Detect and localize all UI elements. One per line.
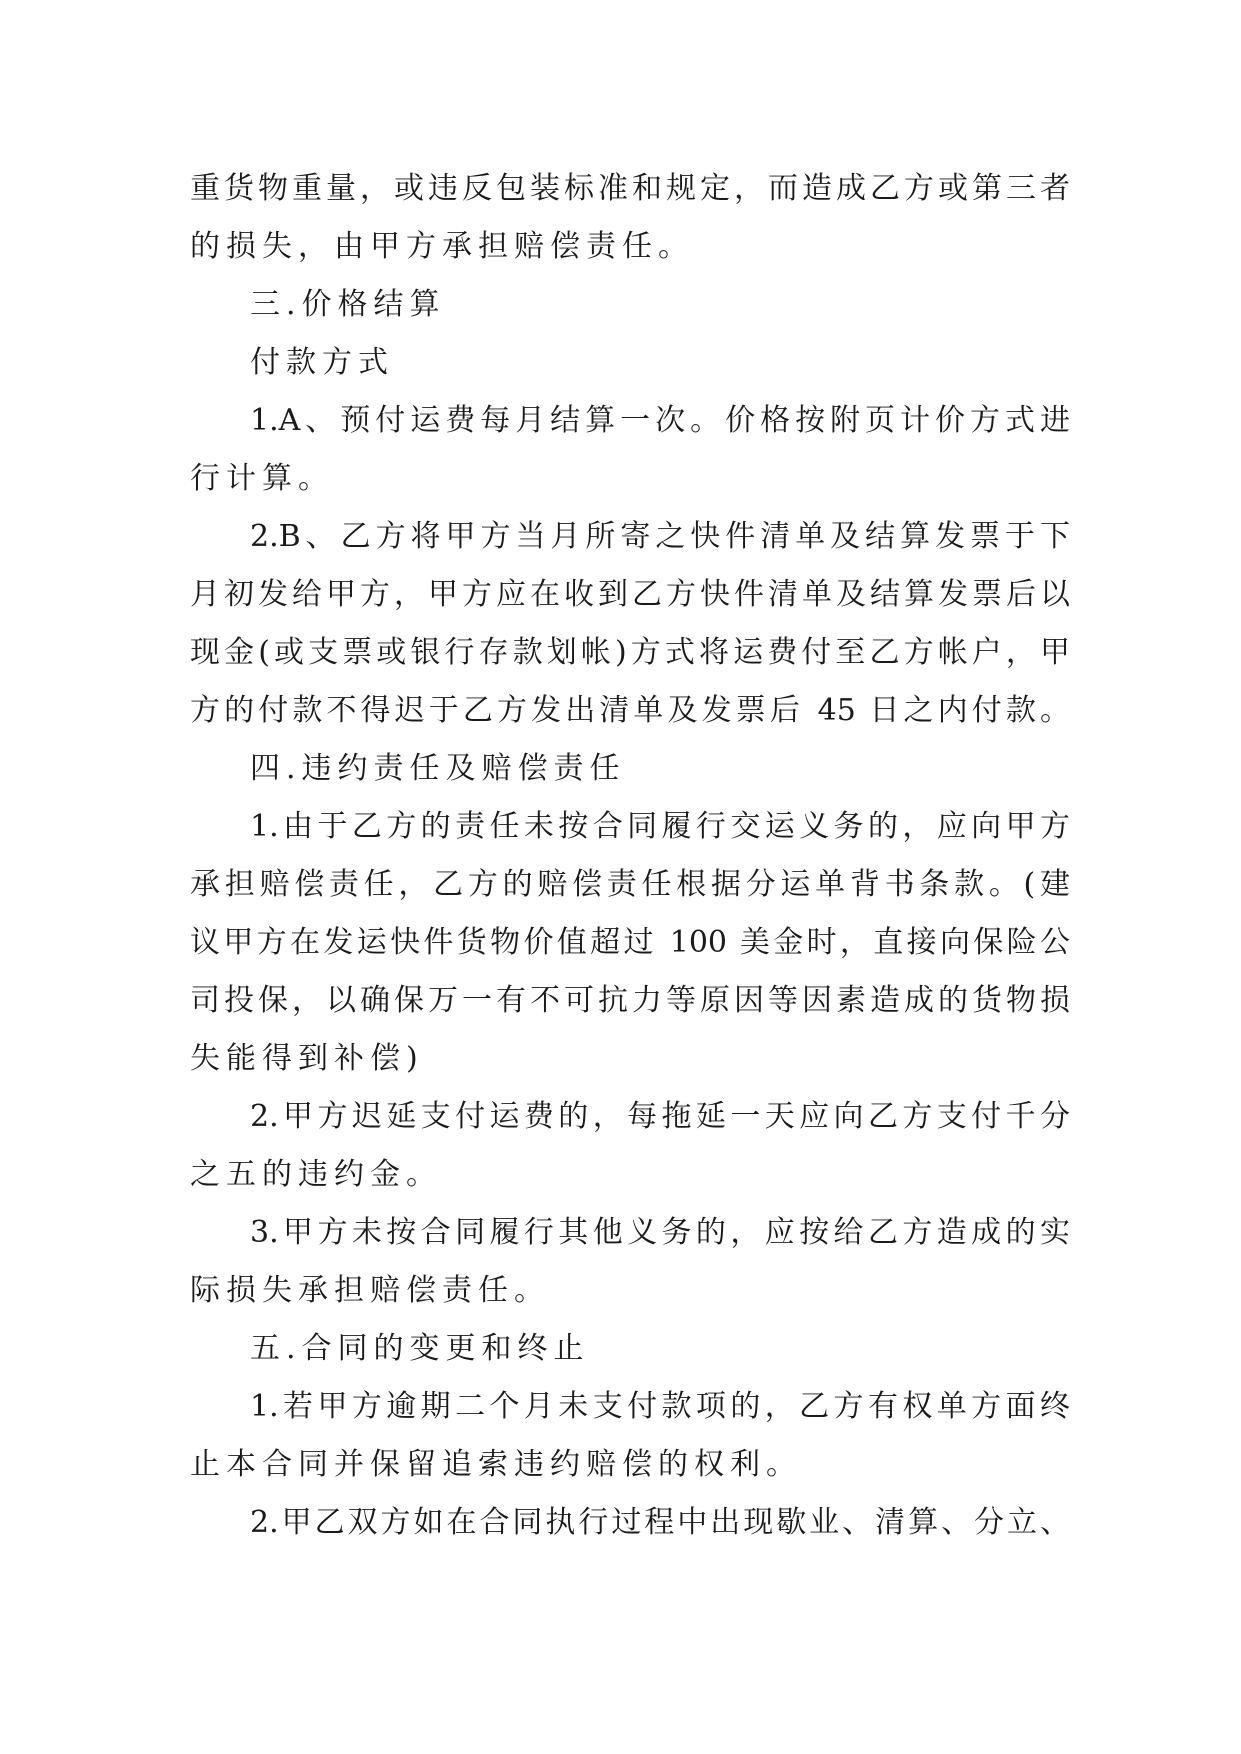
text-line-23: 止本合同并保留追索违约赔偿的权利。 <box>190 1447 802 1482</box>
text-line-5: 1.A、预付运费每月结算一次。价格按附页计价方式进 <box>250 403 1070 438</box>
text-line-22: 1.若甲方逾期二个月未支付款项的，乙方有权单方面终 <box>250 1389 1070 1424</box>
section-heading-liability: 四.违约责任及赔偿责任 <box>250 751 626 786</box>
text-line-19: 3.甲方未按合同履行其他义务的，应按给乙方造成的实 <box>250 1215 1070 1250</box>
text-line-20: 际损失承担赔偿责任。 <box>190 1273 550 1308</box>
text-line-13: 承担赔偿责任，乙方的赔偿责任根据分运单背书条款。(建 <box>190 867 1070 902</box>
text-line-2: 的损失，由甲方承担赔偿责任。 <box>190 229 694 264</box>
text-line-15: 司投保，以确保万一有不可抗力等原因等因素造成的货物损 <box>190 983 1070 1018</box>
text-line-1: 重货物重量，或违反包装标准和规定，而造成乙方或第三者 <box>190 171 1070 206</box>
text-line-18: 之五的违约金。 <box>190 1157 442 1192</box>
text-line-10: 方的付款不得迟于乙方发出清单及发票后 45 日之内付款。 <box>190 693 1070 728</box>
text-line-6: 行计算。 <box>190 461 334 496</box>
text-line-8: 月初发给甲方，甲方应在收到乙方快件清单及结算发票后以 <box>190 577 1070 612</box>
section-heading-price: 三.价格结算 <box>250 287 446 322</box>
section-heading-termination: 五.合同的变更和终止 <box>250 1331 590 1366</box>
text-line-16: 失能得到补偿) <box>190 1041 424 1076</box>
text-line-17: 2.甲方迟延支付运费的，每拖延一天应向乙方支付千分 <box>250 1099 1070 1134</box>
subheading-payment: 付款方式 <box>250 345 394 380</box>
text-line-12: 1.由于乙方的责任未按合同履行交运义务的，应向甲方 <box>250 809 1070 844</box>
text-line-14: 议甲方在发运快件货物价值超过 100 美金时，直接向保险公 <box>190 925 1070 960</box>
text-line-9: 现金(或支票或银行存款划帐)方式将运费付至乙方帐户，甲 <box>190 635 1070 670</box>
text-line-24: 2.甲乙双方如在合同执行过程中出现歇业、清算、分立、 <box>250 1505 1070 1540</box>
text-line-7: 2.B、乙方将甲方当月所寄之快件清单及结算发票于下 <box>250 519 1070 554</box>
